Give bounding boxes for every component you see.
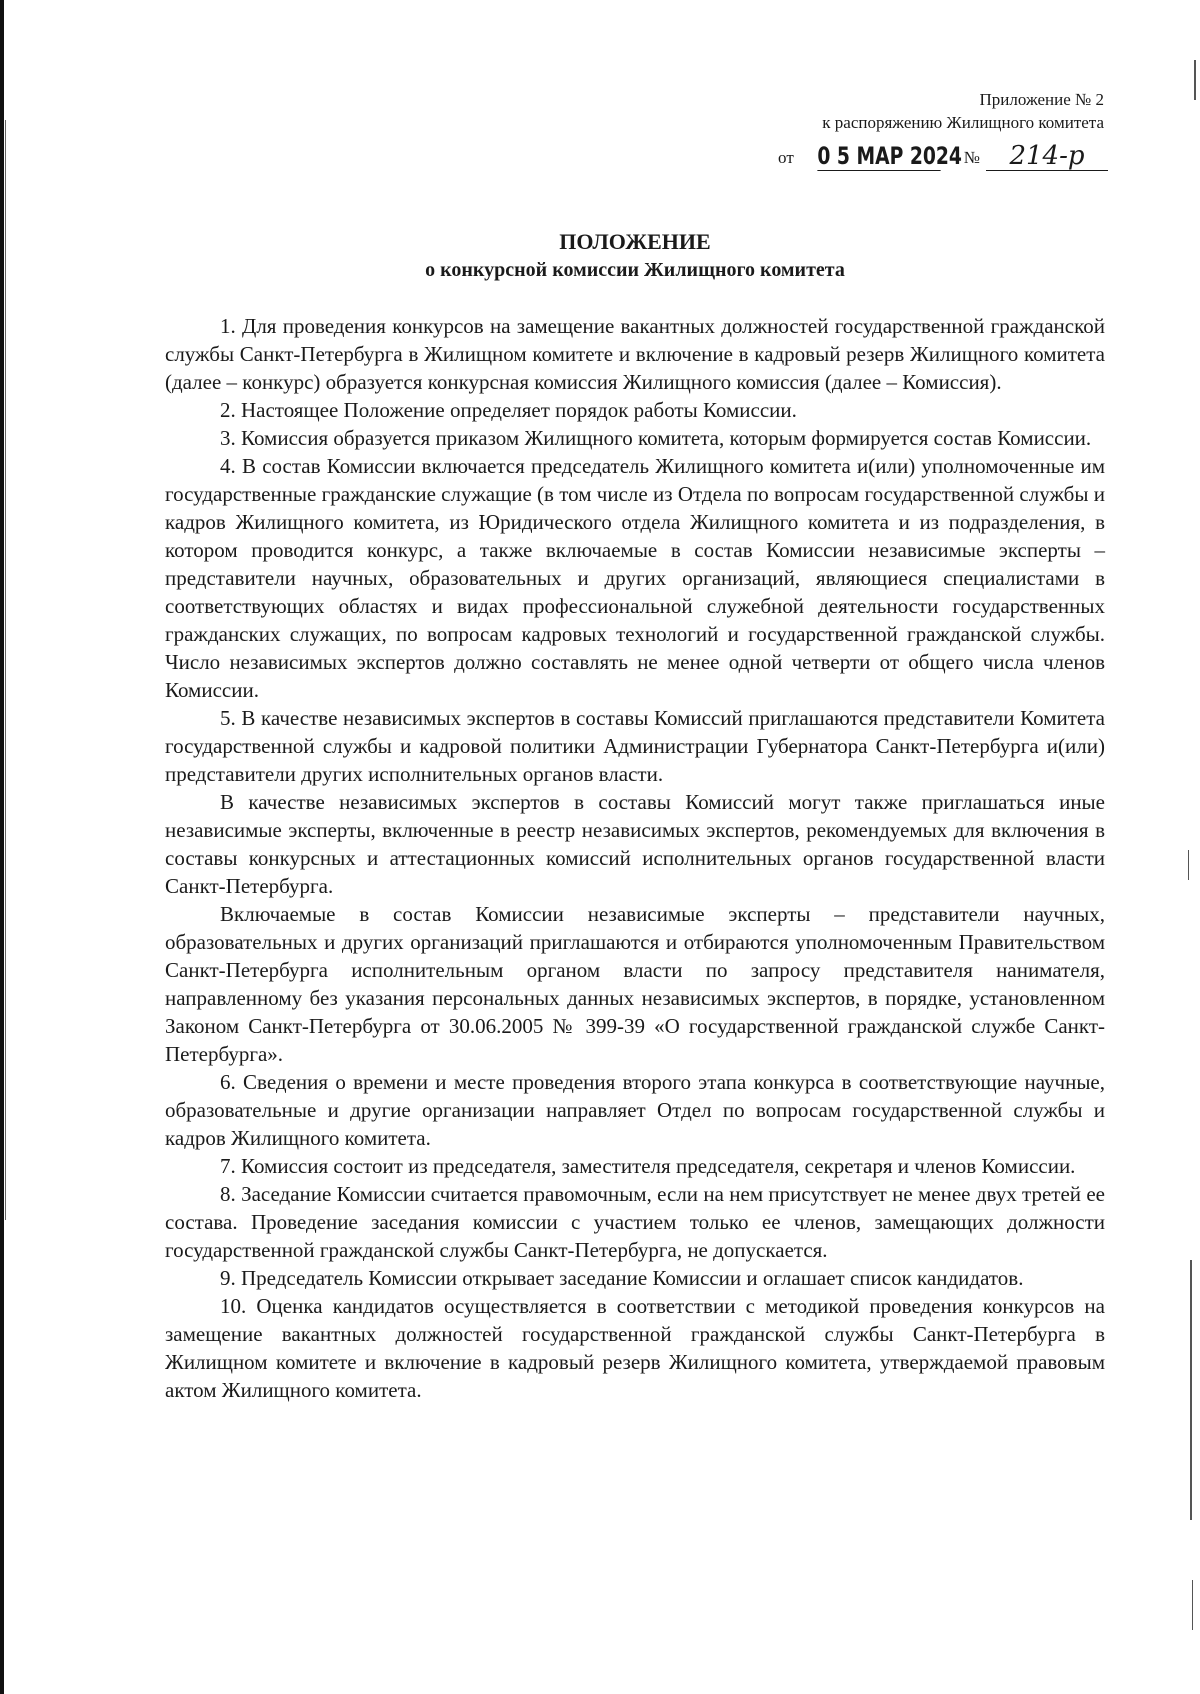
registration-line [772,142,1108,171]
scan-edge-line [5,120,6,1220]
paragraph: 2. Настоящее Положение определяет порядок работы Комиссии. [220,398,797,422]
scan-artifact [1188,850,1189,880]
paragraph: 3. Комиссия образуется приказом Жилищного комитета, которым формируется состав Комиссии. [220,426,1092,450]
paragraph: 5. В качестве независимых экспертов в составы Комиссий приглашаются представители Комитета государственной службы и кадровой политики Администрации Губернатора Санкт-Петербурга и(или) представители других исполнительных органов власти. [165,706,1105,786]
paragraph: 9. Председатель Комиссии открывает заседание Комиссии и оглашает список кандидатов. [220,1266,1024,1290]
appendix-block [822,88,1104,134]
from-label: от [778,148,794,167]
scan-artifact [1192,1580,1193,1630]
paragraph: 8. Заседание Комиссии считается правомочным, если на нем присутствует не менее двух третей ее состава. Проведение заседания комиссии с участием только ее членов, замещающих должности государственной гражданской службы Санкт-Петербурга, не допускается. [165,1182,1105,1262]
paragraph: 4. В состав Комиссии включается председатель Жилищного комитета и(или) уполномоченные им государственные гражданские служащие (в том числе из Отдела по вопросам государственной службы и кадров Жилищного комитета, из Юридического отдела Жилищного комитета и из подразделения, в котором проводится конкурс, а также включаемые в состав Комиссии независимые эксперты – представители научных, образовательных и других организаций, являющиеся специалистами в соответствующих областях и видах профессиональной служебной деятельности государственных гражданских служащих, по вопросам кадровых технологий и государственной гражданской службы. Число независимых экспертов должно составлять не менее одной четверти от общего числа членов Комиссии. [165,454,1105,702]
document-body [165,312,1105,1404]
order-number-handwritten: 214-р [986,142,1108,171]
appendix-number: Приложение № 2 [979,90,1104,109]
paragraph: 6. Сведения о времени и месте проведения второго этапа конкурса в соответствующие научные, образовательные и другие организации направляет Отдел по вопросам государственной службы и кадров Жилищного комитета. [165,1070,1105,1150]
number-label: № [963,148,980,167]
paragraph: 10. Оценка кандидатов осуществляется в соответствии с методикой проведения конкурсов на замещение вакантных должностей государственной гражданской службы Санкт-Петербурга в Жилищном комитете и включение в кадровый резерв Жилищного комитета, утверждаемой правовым актом Жилищного комитета. [165,1294,1105,1402]
appendix-reference: к распоряжению Жилищного комитета [822,113,1104,132]
order-date-stamp: 0 5 МАР 2024 [817,142,962,170]
scan-artifact [1194,60,1196,100]
paragraph: В качестве независимых экспертов в составы Комиссий могут также приглашаться иные независимые эксперты, включенные в реестр независимых экспертов, рекомендуемых для включения в составы конкурсных и аттестационных комиссий исполнительных органов государственной власти Санкт-Петербурга. [165,790,1105,898]
paragraph: 7. Комиссия состоит из председателя, заместителя председателя, секретаря и членов Комиссии. [220,1154,1076,1178]
scan-artifact [1190,1260,1192,1520]
paragraph: Включаемые в состав Комиссии независимые эксперты – представители научных, образовательных и других организаций приглашаются и отбираются уполномоченным Правительством Санкт-Петербурга исполнительным органом власти по запросу представителя нанимателя, направленному без указания персональных данных независимых экспертов, в порядке, установленном Законом Санкт-Петербурга от 30.06.2005 № 399-39 «О государственной гражданской службе Санкт-Петербурга». [165,902,1105,1066]
document-subtitle: о конкурсной комиссии Жилищного комитета [425,259,845,281]
document-title: ПОЛОЖЕНИЕ [559,229,711,254]
paragraph: 1. Для проведения конкурсов на замещение вакантных должностей государственной гражданской службы Санкт-Петербурга в Жилищном комитете и включение в кадровый резерв Жилищного комитета (далее – конкурс) образуется конкурсная комиссия Жилищного комиссия (далее – Комиссия). [165,314,1105,394]
